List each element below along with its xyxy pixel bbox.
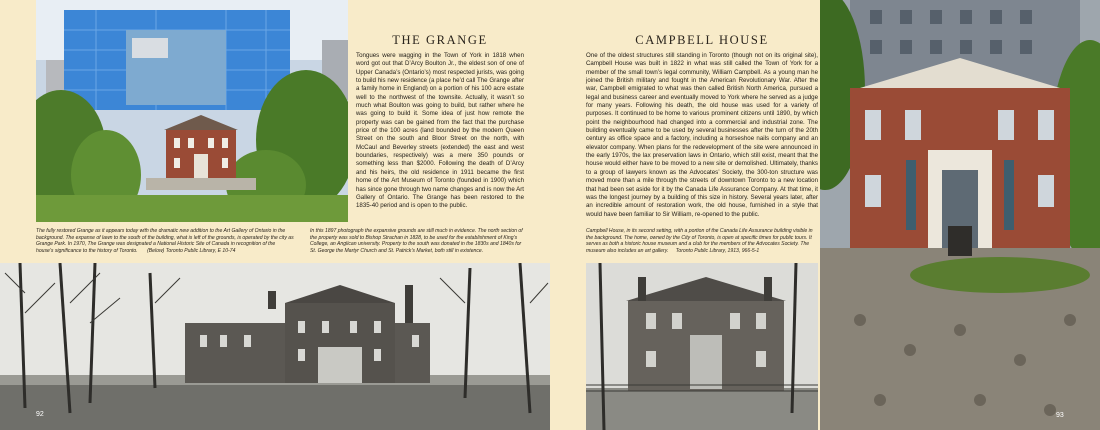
grange-caption-2: In this 1897 photograph the expansive grounds are still much in evidence. The north section of the property was sold to Bishop Strachan in 1828, to be used for the establishment of King’s College, an Anglican university. Property to the south was donated in the 1830s and 1840s for St. George the Martyr Church and St. Patrick’s Market, both still in existence.	[310, 228, 523, 254]
campbell-color-photo	[820, 0, 1100, 430]
grange-caption-1-text: The fully restored Grange as it appears today with the dramatic new addition to the Art Gallery of Ontario in the background. The expanse of lawn to the south of the building, what is left of the grounds, is operated by the city as Grange Park. In 1970, The Grange was designated a National Historic Site of Canada in recognition of the house’s significance to the history of Toronto.	[36, 228, 294, 254]
grange-body-text: Tongues were wagging in the Town of York in 1818 when word got out that D’Arcy Boulton Jr., the eldest son of one of Upper Canada’s (Ontario’s) most respected jurists, was going to build his new residence (a place he’d call The Grange after a family home in England) on a portion of his 100 acre estate well to the northwest of the townsite. Actually, it wasn’t so much what Boulton was going to build, but rather where he was going to build it. Some idea of just how remote the property was can be gained from the fact that the purchase price of the 100 acres (land bounded by the modern Queen Street on the south and Bloor Street on the north, with McCaul and Beverley streets (extended) the east and west boundaries, respectively) was a mere 350 pounds or something less than $2000. Following the death of D’Arcy and his heirs, the old residence in 1911 became the first home of the Art Museum of Toronto (founded in 1900) which has since gone through two name changes and is now the Art Gallery of Ontario. The Grange has been restored to the 1835-40 period and is open to the public.	[356, 52, 524, 210]
right-page	[550, 0, 1100, 430]
campbell-heading: CAMPBELL HOUSE	[635, 33, 769, 47]
grange-caption-1	[36, 228, 294, 254]
campbell-body-text: One of the oldest structures still standing in Toronto (though not on its original site), Campbell House was built in 1822 in what was still called the Town of York for a member of the small town’s legal community, William Campbell. As a young man he joined the British military and fought in the American Revolutionary War. After the war, Campbell emigrated to what was then called British North America, pursued a legal and business career and eventually moved to York where he served as a judge for many years. Following his death, the old house was used for a variety of purposes. It continued to be home to various prominent citizens until 1890, by which point the neighbourhood had changed into a commercial and industrial zone. The building eventually came to be used by several businesses after the turn of the 20th century as office space and a factory, including a horseshoe nails company and an elevator company. When plans for the redevelopment of the site were announced in the early 1970s, the lax preservation laws in Ontario, which still exist, meant that the house would either have to be moved to a new site or demolished. Ultimately, thanks to a group of lawyers known as the Advocates’ Society, the 300-ton structure was moved more than a mile through the streets of downtown Toronto to a new location that had been set aside for it by the Canada Life Assurance Company. At that time, it was the longest journey by a building of this size in history. Several years later, after an incredible amount of restoration work, the old house, furnished in a style that would have been familiar to Sir William, re-opened to the public.	[586, 52, 818, 218]
campbell-caption	[586, 228, 818, 254]
campbell-bw-photo	[586, 263, 818, 430]
grange-caption-1-credit: (Below) Toronto Public Library, E 10-74	[147, 247, 236, 254]
grange-1897-photo	[0, 263, 550, 430]
grange-color-photo	[36, 0, 348, 222]
campbell-caption-text: Campbell House, in its second setting, with a portion of the Canada Life Assurance building visible in the background. The home, owned by the City of Toronto, is open at specific times for public tours. It serves as both a historic house museum and a club for the members of the Advocates Society. The museum also includes an art gallery.	[586, 228, 813, 254]
page-number-92: 92	[36, 411, 44, 418]
campbell-caption-credit: Toronto Public Library, 1913, 966-5-1	[675, 247, 760, 254]
grange-heading: THE GRANGE	[392, 33, 488, 47]
page-number-93: 93	[1056, 412, 1064, 419]
